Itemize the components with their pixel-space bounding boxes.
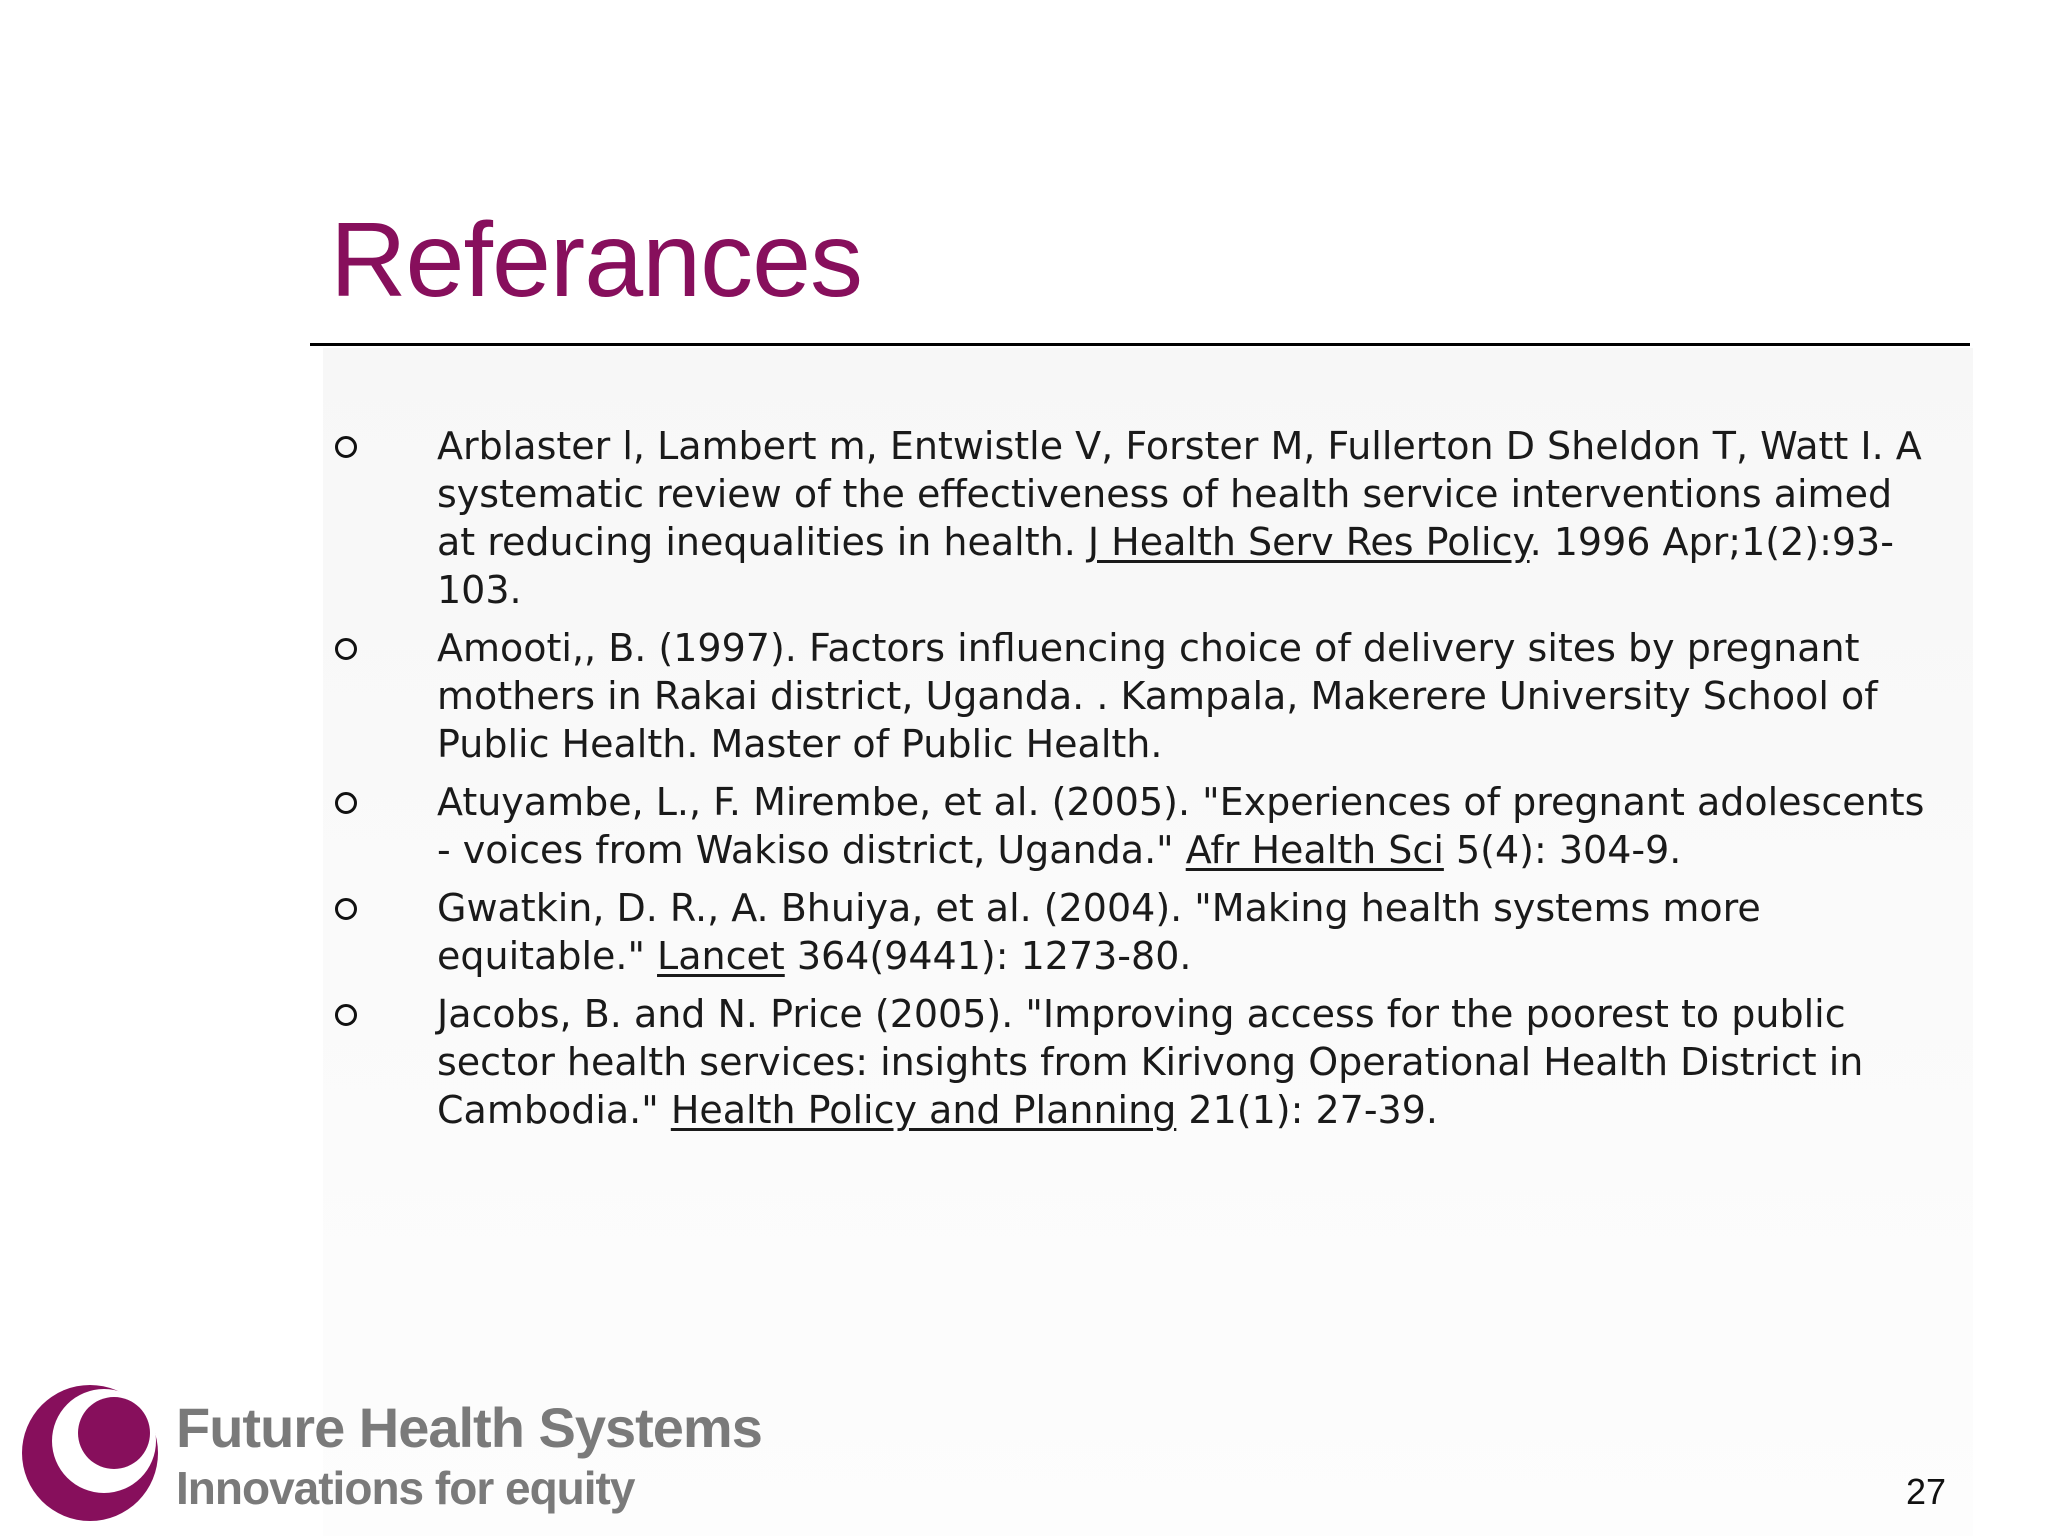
reference-text: Gwatkin, D. R., A. Bhuiya, et al. (2004). "Making health systems more equitable." [437,886,1761,978]
slide-title: Referances [330,201,863,319]
reference-item [330,884,1930,980]
circle-bullet-icon [335,638,357,660]
reference-item [330,624,1930,768]
reference-item [330,422,1930,614]
reference-citation: 5(4): 304-9. [1443,828,1682,872]
circle-bullet-icon [335,792,357,814]
logo-tagline: Innovations for equity [176,1462,635,1514]
journal-link[interactable]: Health Policy and Planning [670,1088,1177,1132]
future-health-systems-logo-icon [20,1383,160,1523]
journal-link[interactable]: J Health Serv Res Policy [1087,520,1530,564]
reference-citation: . 1996 Apr;1(2):93-103. [437,520,1894,612]
reference-citation: 21(1): 27-39. [1176,1088,1438,1132]
journal-link[interactable]: Afr Health Sci [1185,828,1444,872]
reference-citation: 364(9441): 1273-80. [784,934,1192,978]
reference-text: Atuyambe, L., F. Mirembe, et al. (2005). "Experiences of pregnant adolescents - voices from Wakiso district, Uganda." [437,780,1925,872]
reference-text: Amooti,, B. (1997). Factors influencing choice of delivery sites by pregnant mothers in Rakai district, Uganda. . Kampala, Makerere University School of Public Health. Master of Public Health. [437,626,1878,766]
reference-text: Jacobs, B. and N. Price (2005). "Improving access for the poorest to public sector health services: insights from Kirivong Operational Health District in Cambodia." [437,992,1864,1132]
reference-item [330,990,1930,1134]
logo-inner-dot [78,1397,150,1469]
journal-link[interactable]: Lancet [657,934,785,978]
reference-list [330,422,1930,1144]
page-number: 27 [1906,1471,1947,1512]
reference-item [330,778,1930,874]
circle-bullet-icon [335,1004,357,1026]
circle-bullet-icon [335,436,357,458]
circle-bullet-icon [335,898,357,920]
reference-text: Arblaster l, Lambert m, Entwistle V, Forster M, Fullerton D Sheldon T, Watt I. A systematic review of the effectiveness of health service interventions aimed at reducing inequalities in health. [437,424,1922,564]
title-divider [310,343,1970,346]
logo-name: Future Health Systems [176,1396,762,1459]
